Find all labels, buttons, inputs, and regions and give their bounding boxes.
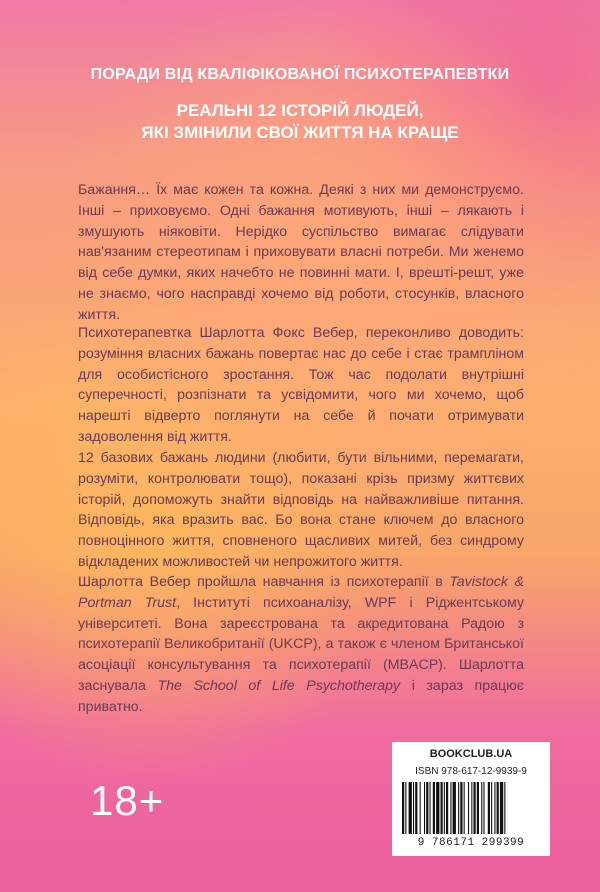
- cover-header: [0, 66, 600, 144]
- paragraph-2: Психотерапевтка Шарлотта Фокс Вебер, переконливо доводить: розуміння власних бажань повертає нас до себе і стає трампліном для особистісного зростання. Тож час подолати внутрішні суперечності, розпізнати та усвідомити, чого ми хочемо, щоб нарешті відверто поглянути на себе й почати отримувати задоволення від життя.: [78, 325, 524, 445]
- age-rating: 18+: [90, 777, 165, 824]
- subtitle: [0, 100, 600, 144]
- subtitle-line-1: РЕАЛЬНІ 12 ІСТОРІЙ ЛЮДЕЙ,: [176, 101, 424, 120]
- barcode-icon: [400, 782, 542, 836]
- barcode-number: 9 786171 299399: [417, 837, 525, 849]
- isbn-text: ISBN 978-617-12-9939-9: [415, 766, 527, 777]
- tagline: ПОРАДИ ВІД КВАЛІФІКОВАНОЇ ПСИХОТЕРАПЕВТКИ: [90, 66, 510, 83]
- author-bio: [78, 572, 524, 718]
- bio-school: The School of Life Psychotherapy: [157, 677, 401, 694]
- bio-institution: Tavistock & Portman Trust: [78, 574, 524, 611]
- barcode-panel: [392, 742, 550, 856]
- bio-text-1: Шарлотта Вебер пройшла навчання із психотерапії в: [78, 574, 450, 590]
- bio-text-3: і зараз працює приватно.: [78, 677, 524, 715]
- paragraph-3: 12 базових бажань людини (любити, бути вільними, перемагати, розуміти, контролювати тощо), показані крізь призму життєвих історій, допоможуть знайти відповідь на найважливіше питання. Відповідь, яка вразить вас. Бо вона стане ключем до власного повноцінного життя, сповненого щасливих митей, без синдрому відкладених можливостей чи непрожитого життя.: [78, 450, 524, 570]
- publisher-site: BOOKCLUB.UA: [429, 748, 513, 760]
- bio-text-2: , Інституті психоаналізу, WPF і Ріджентському університеті. Вона зареєстрована та акредитована Радою з психотерапії Великобританії (UKCP), а також є членом Британської асоціації консультування та психотерапії (MBACP). Шарлотта заснувала: [78, 594, 524, 694]
- paragraph-1: Бажання… Їх має кожен та кожна. Деякі з них ми демонструємо. Інші – приховуємо. Одні бажання мотивують, інші – лякають і змушують ніяковіти. Нерідко суспільство вимагає слідувати нав'язаним стереотипам і приховувати власні потреби. Ми женемо від себе думки, яких начебто не повинні мати. І, врешті-решт, уже не знаємо, чого насправді хочемо від роботи, стосунків, власного життя.: [78, 182, 524, 323]
- subtitle-line-2: ЯКІ ЗМІНИЛИ СВОЇ ЖИТТЯ НА КРАЩЕ: [141, 123, 459, 142]
